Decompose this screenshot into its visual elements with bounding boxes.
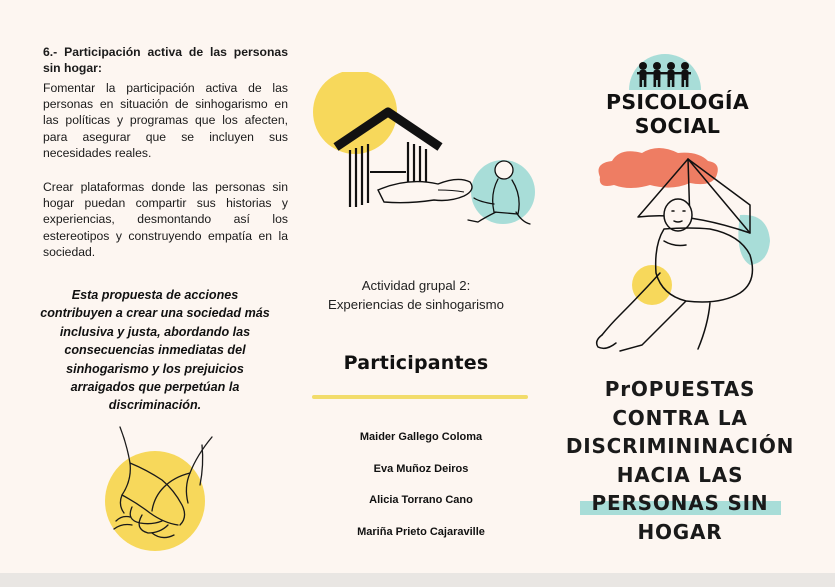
participant-name: Alicia Torrano Cano bbox=[369, 494, 473, 506]
holding-hands-illustration bbox=[92, 425, 232, 555]
section-heading: 6.- Participación activa de las personas sin hogar: bbox=[43, 45, 288, 75]
people-chain-icon bbox=[625, 44, 705, 90]
yellow-underline bbox=[312, 395, 528, 399]
title-line: CONTRA LA bbox=[612, 405, 748, 430]
participants-list bbox=[305, 430, 537, 556]
participant-name: Mariña Prieto Cajaraville bbox=[357, 525, 485, 538]
title-line: HOGAR bbox=[637, 519, 723, 544]
paragraph-participation: Fomentar la participación activa de las personas en situación de sinhogarismo en las políticas y programas que los afecten, para asegurar que se incluyen sus necesidades reales. bbox=[43, 81, 288, 160]
participants-title: Participantes bbox=[343, 352, 489, 374]
activity-line-2: Experiencias de sinhogarismo bbox=[328, 297, 504, 312]
house-helping-hand-illustration bbox=[308, 72, 543, 232]
title-line: HACIA LAS bbox=[616, 462, 744, 487]
participant-name: Eva Muñoz Deiros bbox=[373, 462, 469, 475]
main-title bbox=[560, 375, 800, 546]
woman-umbrella-illustration bbox=[590, 145, 785, 365]
participant-name: Maider Gallego Coloma bbox=[359, 431, 483, 443]
activity-line-1: Actividad grupal 2: bbox=[361, 278, 471, 293]
title-line: DISCRIMININACIÓN bbox=[565, 434, 795, 458]
closing-quote: Esta propuesta de acciones contribuyen a crear una sociedad más inclusiva y justa, abordando las consecuencias inmediatas del sinhogarismo y los prejuicios arraigados que perpetúan la discriminación. bbox=[40, 288, 270, 413]
paragraph-platforms: Crear plataformas donde las personas sin hogar puedan compartir sus historias y experiencias, desmontando así los estereotipos y construyendo empatía en la sociedad. bbox=[43, 180, 288, 259]
title-line: PrOPUESTAS bbox=[604, 377, 756, 401]
activity-text bbox=[305, 276, 527, 314]
title-line: PERSONAS SIN bbox=[591, 491, 769, 515]
header-psicologia-social: PSICOLOGÍA SOCIAL bbox=[606, 90, 749, 138]
